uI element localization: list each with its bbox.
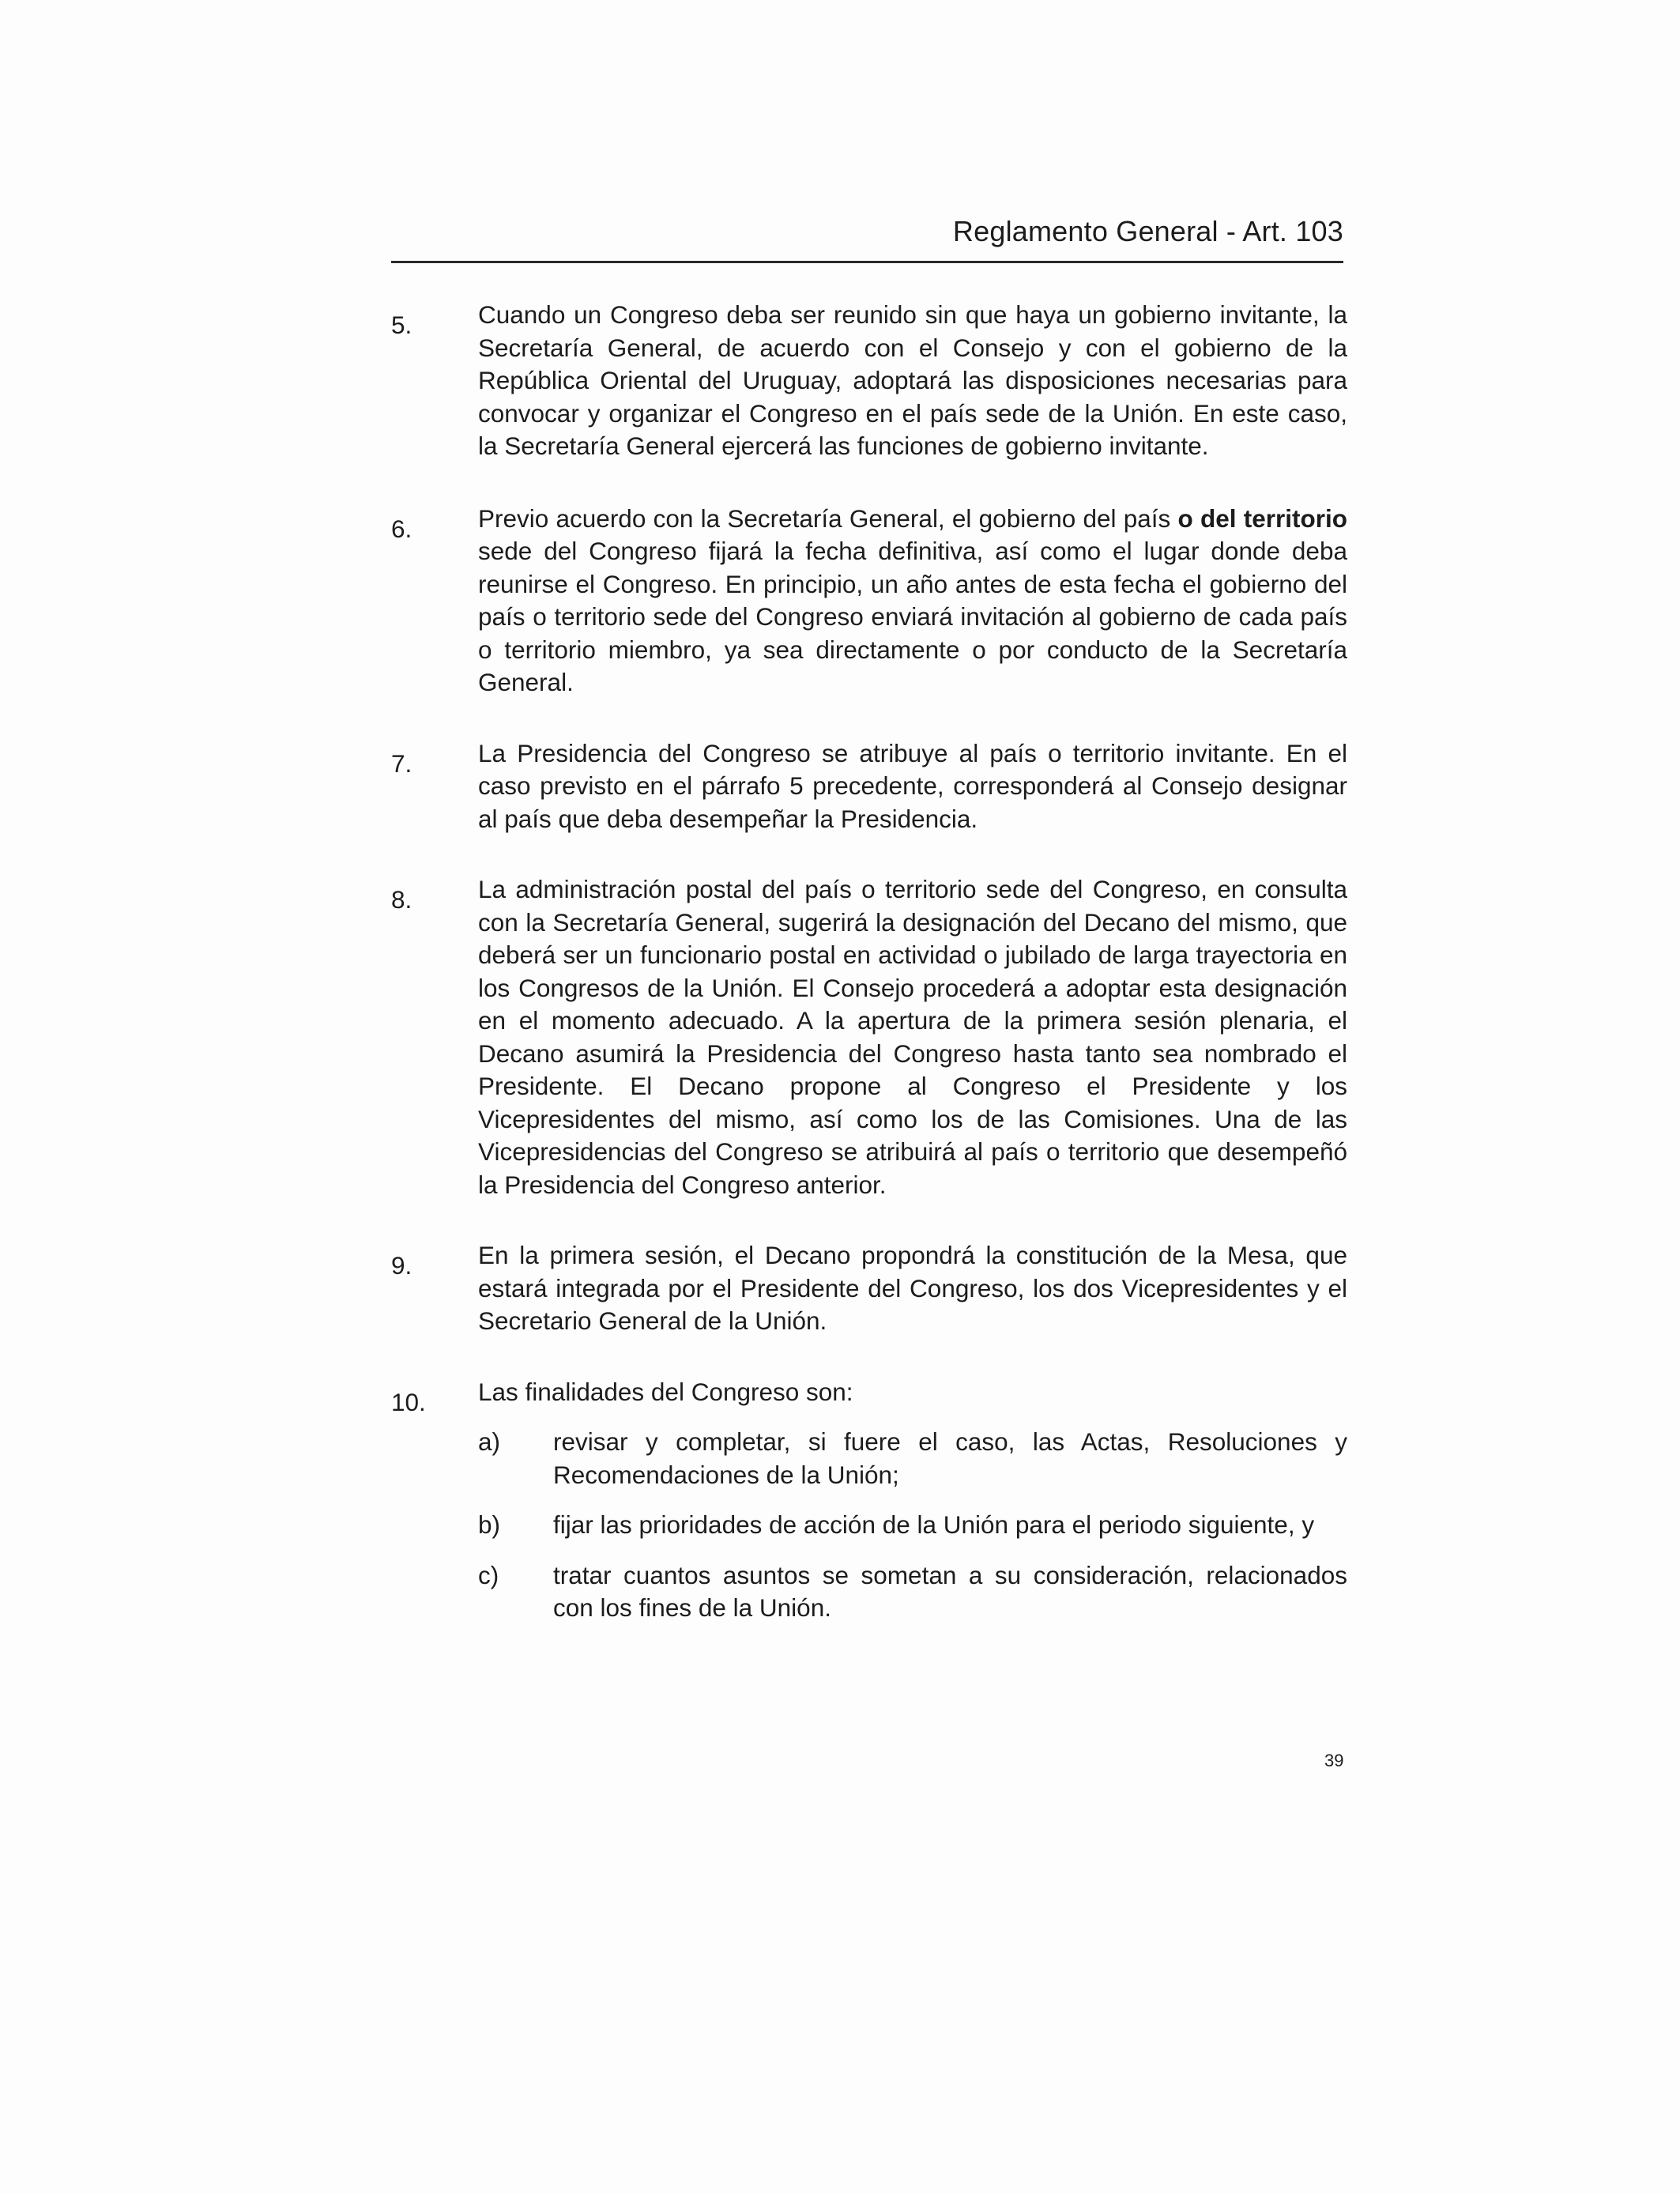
subitem-text: tratar cuantos asuntos se sometan a su consideración, relacionados con los fines de la Unión. [553, 1560, 1347, 1622]
paragraph-5 [391, 299, 1347, 463]
subitem-b [391, 1509, 1347, 1542]
paragraph-number: 5. [391, 311, 412, 339]
running-header [391, 215, 1343, 267]
paragraph-number: 8. [391, 885, 412, 914]
subitem-letter: c) [478, 1560, 499, 1589]
header-rule [391, 261, 1343, 263]
subitem-text: revisar y completar, si fuere el caso, las Actas, Resoluciones y Recomendaciones de la Unión; [553, 1427, 1347, 1489]
paragraph-text-start: Previo acuerdo con la Secretaría General, el gobierno del país [478, 503, 1178, 533]
paragraph-text: La administración postal del país o territorio sede del Congreso, en consulta con la Secretaría General, sugerirá la designación del Decano del mismo, que deberá ser un funcionario postal en actividad o jubilado de larga trayectoria en los Congresos de la Unión. El Consejo procederá a adoptar esta designación en el momento adecuado. A la apertura de la primera sesión plenaria, el Decano asumirá la Presidencia del Congreso hasta tanto sea nombrado el Presidente. El Decano propone al Congreso el Presidente y los Vicepresidentes del mismo, así como los de las Comisiones. Una de las Vicepresidencias del Congreso se atribuirá al país o territorio que desempeñó la Presidencia del Congreso anterior. [478, 875, 1347, 1199]
paragraph-9 [391, 1239, 1347, 1338]
subitem-letter: a) [478, 1427, 501, 1456]
paragraph-number: 6. [391, 514, 412, 543]
paragraph-number: 9. [391, 1251, 412, 1280]
subitem-text: fijar las prioridades de acción de la Unión para el periodo siguiente, y [553, 1510, 1315, 1539]
paragraph-number: 7. [391, 748, 412, 778]
paragraph-text: La Presidencia del Congreso se atribuye al país o territorio invitante. En el caso previsto en el párrafo 5 precedente, corresponderá al Consejo designar al país que deba desempeñar la Presidencia. [478, 738, 1347, 833]
page-number: 39 [1324, 1751, 1344, 1770]
paragraph-text: En la primera sesión, el Decano propondrá la constitución de la Mesa, que estará integrada por el Presidente del Congreso, los dos Vicepresidentes y el Secretario General de la Unión. [478, 1241, 1347, 1335]
article-body [391, 299, 1347, 1625]
paragraph-text: Cuando un Congreso deba ser reunido sin que haya un gobierno invitante, la Secretaría General, de acuerdo con el Consejo y con el gobierno de la República Oriental del Uruguay, adoptará las disposiciones necesarias para convocar y organizar el Congreso en el país sede de la Unión. En este caso, la Secretaría General ejercerá las funciones de gobierno invitante. [478, 300, 1347, 460]
paragraph-8 [391, 873, 1347, 1201]
paragraph-number: 10. [391, 1387, 426, 1416]
running-title: Reglamento General - Art. 103 [952, 215, 1343, 247]
paragraph-7 [391, 737, 1347, 836]
bold-amendment-text: o del territorio [1177, 503, 1347, 533]
subitem-letter: b) [478, 1510, 501, 1539]
paragraph-10 [391, 1376, 1347, 1416]
paragraph-6 [391, 503, 1347, 699]
paragraph-text-end: sede del Congreso fijará la fecha definitiva, así como el lugar donde deba reunirse el Congreso. En principio, un año antes de esta fecha el gobierno del país o territorio sede del Congreso enviará invitación al gobierno de cada país o territorio miembro, ya sea directamente o por conducto de la Secretaría General. [478, 537, 1347, 696]
subitem-c [391, 1559, 1347, 1625]
subitem-a [391, 1426, 1347, 1491]
paragraph-text [478, 504, 1347, 697]
paragraph-text: Las finalidades del Congreso son: [478, 1377, 853, 1406]
